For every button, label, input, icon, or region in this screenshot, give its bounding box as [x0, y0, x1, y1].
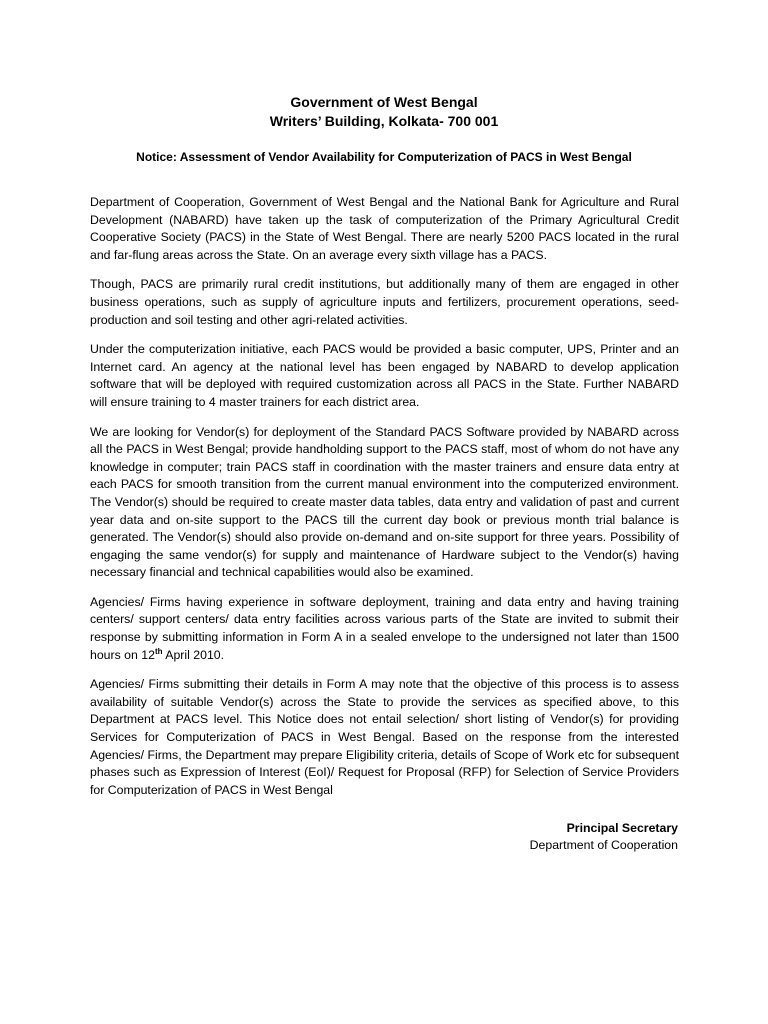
notice-title: Notice: Assessment of Vendor Availability for Computerization of PACS in West Bengal	[136, 150, 632, 164]
paragraph-6: Agencies/ Firms submitting their details in Form A may note that the objective of this process is to assess availability of suitable Vendor(s) across the State to provide the services as specified above, to this Department at PACS level. This Notice does not entail selection/ short listing of Vendor(s) for providing Services for Computerization of PACS in West Bengal. Based on the response from the interested Agencies/ Firms, the Department may prepare Eligibility criteria, details of Scope of Work etc for subsequent phases such as Expression of Interest (EoI)/ Request for Proposal (RFP) for Selection of Service Providers for Computerization of PACS in West Bengal	[90, 677, 679, 797]
paragraph-3: Under the computerization initiative, each PACS would be provided a basic computer, UPS, Printer and an Internet card. An agency at the national level has been engaged by NABARD to develop application software that will be deployed with required customization across all PACS in the State. Further NABARD will ensure training to 4 master trainers for each district area.	[90, 342, 679, 409]
paragraph-4: We are looking for Vendor(s) for deployment of the Standard PACS Software provided by NABARD across all the PACS in West Bengal; provide handholding support to the PACS staff, most of whom do not have any knowledge in computer; train PACS staff in coordination with the master trainers and ensure data entry at each PACS for smooth transition from the current manual environment into the computerized environment. The Vendor(s) should be required to create master data tables, data entry and validation of past and current year data and on-site support to the PACS till the current day book or previous month trial balance is generated. The Vendor(s) should also provide on-demand and on-site support for three years. Possibility of engaging the same vendor(s) for supply and maintenance of Hardware subject to the Vendor(s) having necessary financial and technical capabilities would also be examined.	[90, 424, 679, 580]
signatory-department: Department of Cooperation	[529, 838, 678, 852]
paragraph-5-text: Agencies/ Firms having experience in software deployment, training and data entry and having training centers/ support centers/ data entry facilities across various parts of the State are invited to submit their response by submitting information in Form A in a sealed envelope to the undersigned not later than 1500 hours on 12	[90, 594, 679, 662]
paragraph-5	[90, 594, 679, 664]
header-address: Writers’ Building, Kolkata- 700 001	[269, 113, 499, 129]
notice-body	[90, 194, 679, 811]
paragraph-5-date: April 2010.	[162, 647, 225, 662]
date-superscript: th	[154, 646, 163, 656]
paragraph-2: Though, PACS are primarily rural credit institutions, but additionally many of them are engaged in other business operations, such as supply of agriculture inputs and fertilizers, procurement operations, seed-production and soil testing and other agri-related activities.	[90, 277, 679, 327]
signatory-title: Principal Secretary	[566, 821, 678, 835]
header-government: Government of West Bengal	[290, 94, 478, 110]
paragraph-1: Department of Cooperation, Government of West Bengal and the National Bank for Agriculture and Rural Development (NABARD) have taken up the task of computerization of the Primary Agricultural Credit Cooperative Society (PACS) in the State of West Bengal. There are nearly 5200 PACS located in the rural and far-flung areas across the State. On an average every sixth village has a PACS.	[90, 195, 679, 262]
